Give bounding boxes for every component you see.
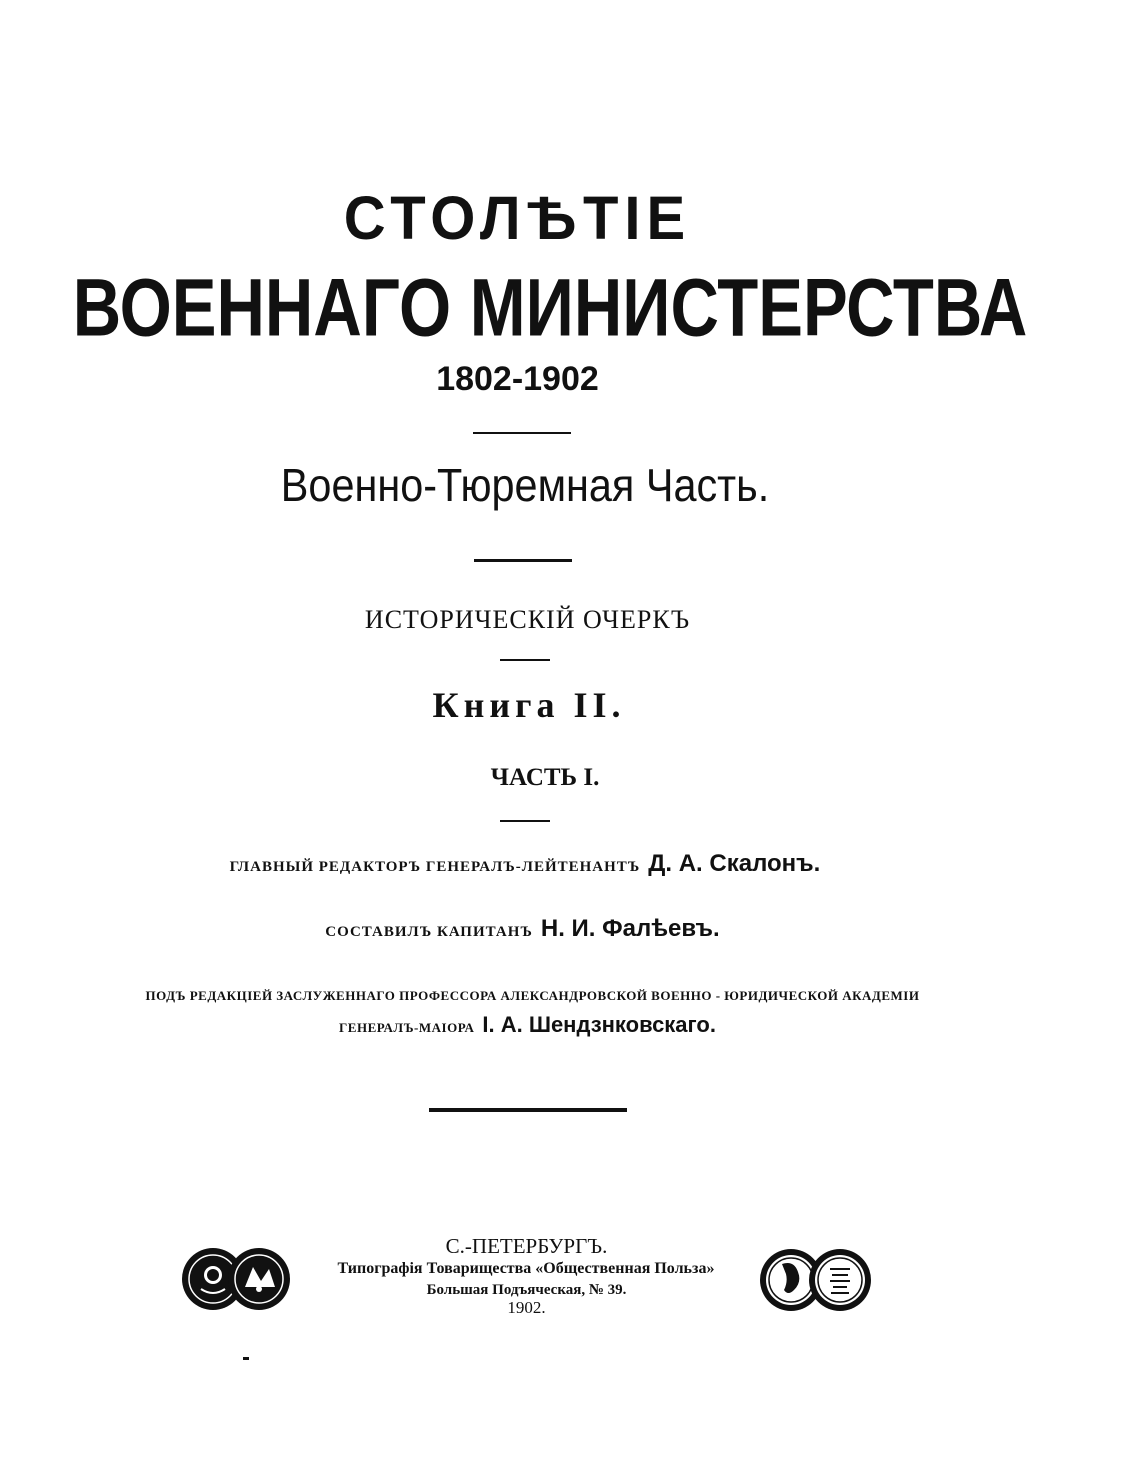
divider-rule-5 xyxy=(429,1108,627,1112)
compiler-prefix: СОСТАВИЛЪ КАПИТАНЪ xyxy=(325,924,533,940)
redaction-prefix: ГЕНЕРАЛЪ-МАІОРА xyxy=(339,1020,475,1035)
print-speck xyxy=(243,1357,249,1360)
editor-name: Д. А. Скалонъ. xyxy=(648,850,821,877)
imprint-press: Типографія Товарищества «Общественная Польза» xyxy=(337,1260,715,1277)
compiler-line xyxy=(0,915,1045,943)
compiler-name: Н. И. Фалѣевъ. xyxy=(540,915,720,942)
subtitle: Военно-Тюремная Часть. xyxy=(280,459,770,511)
book-label: Книга II. xyxy=(432,685,626,725)
divider-rule-3 xyxy=(500,659,550,661)
redaction-line-2 xyxy=(0,1012,1055,1038)
title-line-1: СТОЛѢТІЕ xyxy=(343,184,692,253)
redaction-line-1 xyxy=(0,987,1065,1005)
redaction-name: I. А. Шендзнковскаго. xyxy=(482,1012,716,1037)
divider-rule-4 xyxy=(500,820,550,822)
title-years: 1802-1902 xyxy=(436,360,599,398)
divider-rule-2 xyxy=(474,559,572,562)
editor-line xyxy=(0,850,1050,878)
title-line-2: ВОЕННАГО МИНИСТЕРСТВА xyxy=(72,260,1028,354)
essay-label: ИСТОРИЧЕСКІЙ ОЧЕРКЪ xyxy=(364,605,691,634)
imprint-year: 1902. xyxy=(507,1298,546,1317)
medal-pair-icon xyxy=(758,1246,874,1314)
divider-rule-1 xyxy=(473,432,571,434)
imprint-city: С.-ПЕТЕРБУРГЪ. xyxy=(445,1234,608,1258)
redaction-text: ПОДЪ РЕДАКЦІЕЙ ЗАСЛУЖЕННАГО ПРОФЕССОРА АЛЕКСАНДРОВСКОЙ ВОЕННО - ЮРИДИЧЕСКОЙ АКАДЕМІИ xyxy=(145,988,920,1003)
part-label: ЧАСТЬ I. xyxy=(490,764,600,791)
imprint-address: Большая Подъяческая, № 39. xyxy=(426,1282,627,1298)
editor-prefix: ГЛАВНЫЙ РЕДАКТОРЪ ГЕНЕРАЛЪ-ЛЕЙТЕНАНТЪ xyxy=(229,859,641,875)
